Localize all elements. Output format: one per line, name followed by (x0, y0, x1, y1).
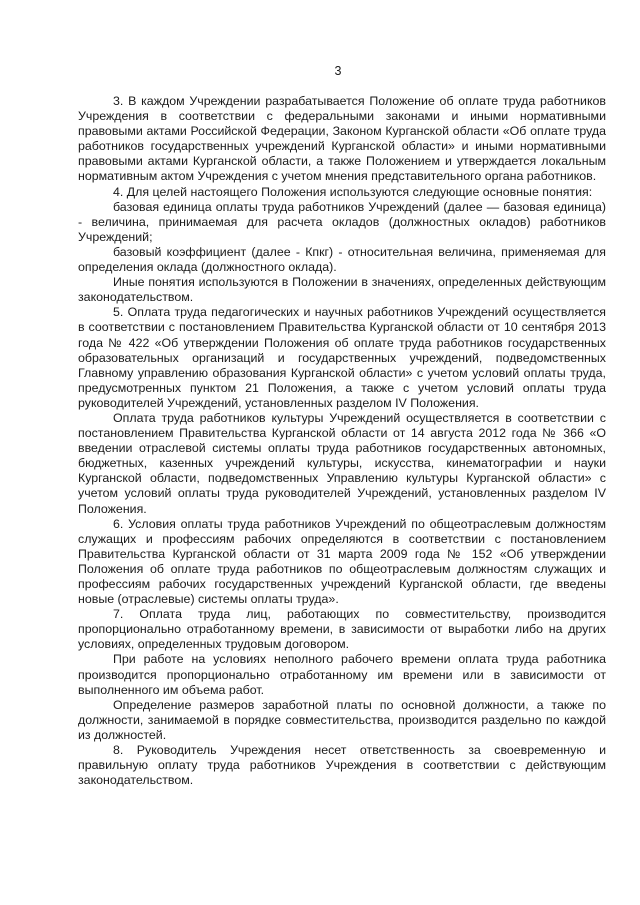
paragraph-culture-workers: Оплата труда работников культуры Учреждений осуществляется в соответствии с постановлением Правительства Курганской области от 14 августа 2012 года № 366 «О введении отраслевой системы оплаты труда работников государственных автономных, бюджетных, казенных учреждений культуры, искусства, кинематографии и науки Курганской области, подведомственных Управлению культуры Курганской области» с учетом условий оплаты труда руководителей Учреждений, установленных разделом IV Положения. (78, 410, 606, 516)
paragraph-salary-determination: Определение размеров заработной платы по основной должности, а также по должности, занимаемой в порядке совместительства, производится раздельно по каждой из должностей. (78, 697, 606, 742)
paragraph-definition-base-coefficient: базовый коэффициент (далее - Кпкг) - относительная величина, применяемая для определения оклада (должностного оклада). (78, 244, 606, 275)
page-number: 3 (334, 64, 342, 78)
paragraph-definition-base-unit: базовая единица оплаты труда работников Учреждений (далее — базовая единица) - величина, принимаемая для расчета окладов (должностных окладов) работников Учреждений; (78, 199, 606, 244)
paragraph-other-terms: Иные понятия используются в Положении в значениях, определенных действующим законодательством. (78, 275, 606, 305)
paragraph-part-time: При работе на условиях неполного рабочего времени оплата труда работника производится пропорционально отработанному им времени или в зависимости от выполненного им объема работ. (78, 652, 606, 697)
paragraph-clause-6: 6. Условия оплаты труда работников Учреждений по общеотраслевым должностям служащих и профессиям рабочих определяются в соответствии с постановлением Правительства Курганской области от 31 марта 2009 года № 152 «Об утверждении Положения об оплате труда работников по общеотраслевым должностям служащих и профессиям рабочих государственных учреждений Курганской области, где введены новые (отраслевые) системы оплаты труда». (78, 516, 606, 607)
paragraph-clause-7: 7. Оплата труда лиц, работающих по совместительству, производится пропорционально отработанному времени, в зависимости от выработки либо на других условиях, определенных трудовым договором. (78, 607, 606, 652)
document-body (78, 94, 606, 788)
paragraph-clause-8: 8. Руководитель Учреждения несет ответственность за своевременную и правильную оплату труда работников Учреждения в соответствии с действующим законодательством. (78, 743, 606, 788)
paragraph-clause-4: 4. Для целей настоящего Положения используются следующие основные понятия: (113, 184, 593, 199)
paragraph-clause-5: 5. Оплата труда педагогических и научных работников Учреждений осуществляется в соответствии с постановлением Правительства Курганской области от 10 сентября 2013 года № 422 «Об утверждении Положения об оплате труда работников государственных образовательных организаций и государственных учреждений, подведомственных Главному управлению образования Курганской области» с учетом условий оплаты труда, предусмотренных пунктом 21 Положения, а также с учетом условий оплаты труда руководителей Учреждений, установленных разделом IV Положения. (78, 305, 606, 410)
paragraph-clause-3: 3. В каждом Учреждении разрабатывается Положение об оплате труда работников Учреждения в соответствии с федеральными законами и иными нормативными правовыми актами Российской Федерации, Законом Курганской области «Об оплате труда работников государственных учреждений Курганской области» и иными нормативными правовыми актами Курганской области, а также Положением и утверждается локальным нормативным актом Учреждения с учетом мнения представительного органа работников. (78, 94, 606, 184)
